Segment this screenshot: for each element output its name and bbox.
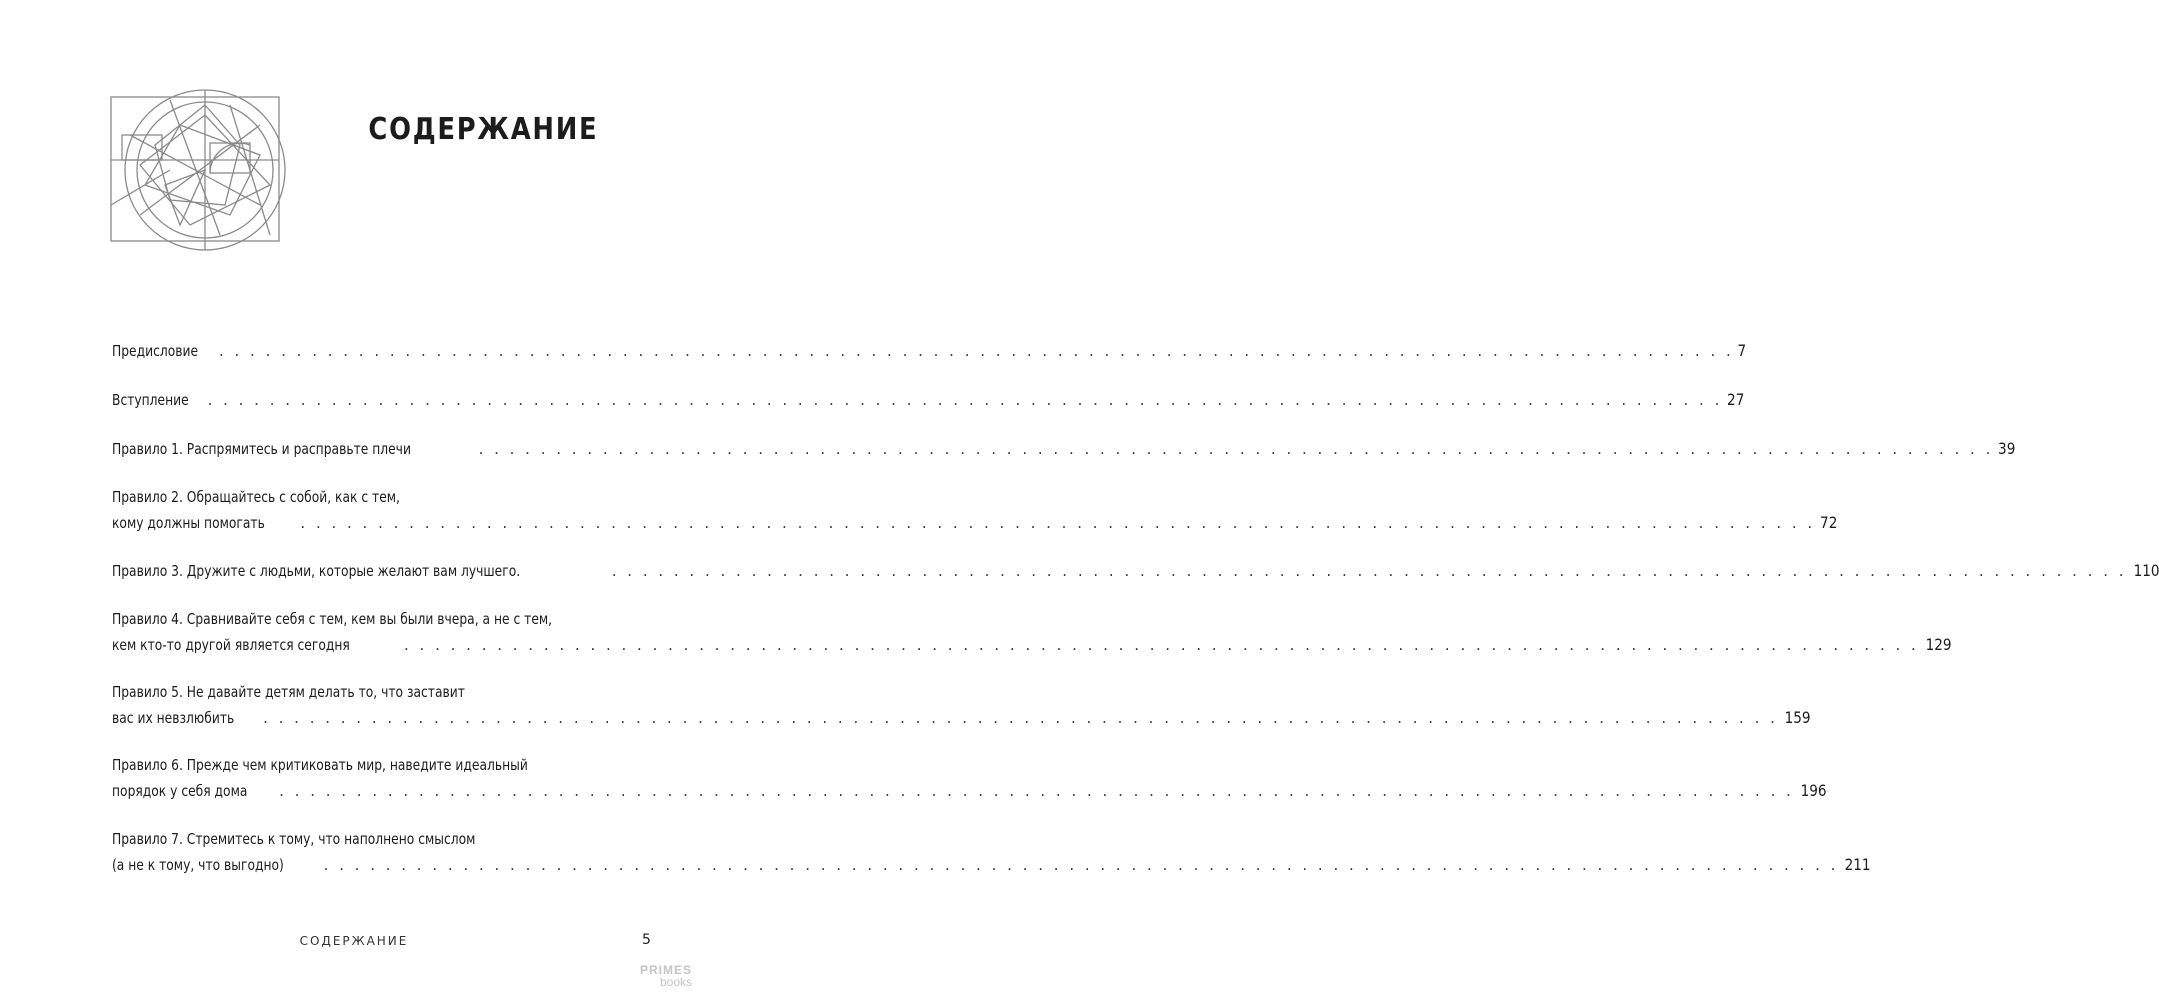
toc-entry-title: Правило 3. Дружите с людьми, которые желают вам лучшего. [112,562,521,580]
toc-entry[interactable] [112,558,2159,584]
geometric-compass-emblem-icon [110,75,282,243]
page-number: 5 [642,932,651,948]
toc-entry-title: Вступление [112,391,189,409]
toc-entry-title: Правило 2. Обращайтесь с собой, как с тем, [112,488,400,506]
watermark [640,964,692,988]
toc-entry-title-continued: вас их невзлюбить [112,709,235,727]
toc-page-number: 27 [1727,390,1745,409]
toc-entry[interactable] [112,484,1838,536]
dot-leader [208,387,1723,413]
toc-page-number: 129 [1925,635,1952,654]
toc-page-number: 159 [1784,708,1811,727]
toc-page-number: 196 [1800,781,1827,800]
dot-leader [404,632,1919,658]
watermark-line1: PRIMES [640,963,693,977]
toc-entry-title: Правило 1. Распрямитесь и расправьте плечи [112,440,411,458]
toc-entry[interactable] [112,679,1811,731]
toc-entry-title-continued: кем кто-то другой является сегодня [112,636,350,654]
toc-entry-title-continued: кому должны помогать [112,514,265,532]
dot-leader [612,558,2127,584]
toc-page-number: 39 [1998,439,2016,458]
toc-entry-title: Правило 4. Сравнивайте себя с тем, кем вы были вчера, а не с тем, [112,610,553,628]
toc-page-number: 110 [2133,561,2159,580]
toc-entry-title-continued: порядок у себя дома [112,782,248,800]
toc-entry[interactable] [112,338,1746,364]
running-footer-title: СОДЕРЖАНИЕ [299,934,409,948]
toc-entry-title: Правило 6. Прежде чем критиковать мир, наведите идеальный [112,756,528,774]
dot-leader [479,436,1994,462]
toc-entry-title: Предисловие [112,342,199,360]
dot-leader [279,778,1794,804]
toc-page-number: 211 [1844,855,1871,874]
toc-page-number: 7 [1737,341,1746,360]
toc-entry[interactable] [112,826,1871,878]
toc-entry[interactable] [112,387,1745,413]
page-title: СОДЕРЖАНИЕ [368,112,598,147]
toc-entry-title: Правило 7. Стремитесь к тому, что наполнено смыслом [112,830,476,848]
dot-leader [300,510,1815,536]
toc-entry-title: Правило 5. Не давайте детям делать то, что заставит [112,683,465,701]
dot-leader [324,852,1839,878]
dot-leader [263,705,1778,731]
toc-page-number: 72 [1820,513,1838,532]
dot-leader [219,338,1734,364]
toc-entry[interactable] [112,436,2016,462]
toc-entry[interactable] [112,606,1952,658]
watermark-line2: books [659,975,693,989]
toc-entry[interactable] [112,752,1827,804]
toc-entry-title-continued: (а не к тому, что выгодно) [112,856,284,874]
